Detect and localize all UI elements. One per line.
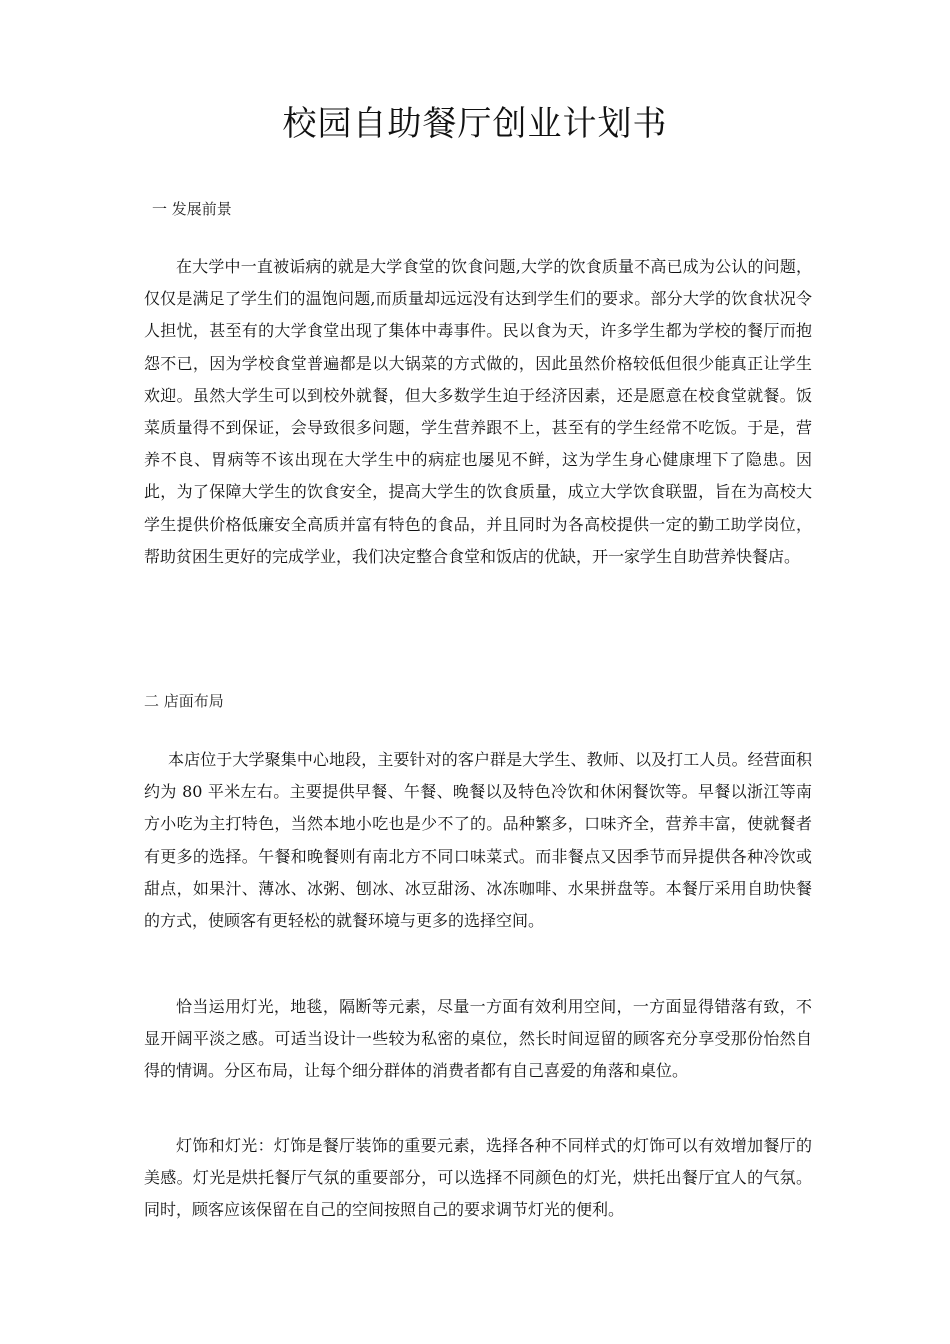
- paragraph-space-usage: 恰当运用灯光，地毯，隔断等元素，尽量一方面有效利用空间，一方面显得错落有致，不显开阔平淡之感。可适当设计一些较为私密的桌位，然长时间逗留的顾客充分享受那份怡然自得的情调。分区布局，让每个细分群体的消费者都有自己喜爱的角落和桌位。: [144, 997, 812, 1081]
- paragraph-lighting: 灯饰和灯光：灯饰是餐厅装饰的重要元素，选择各种不同样式的灯饰可以有效增加餐厅的美感。灯光是烘托餐厅气氛的重要部分，可以选择不同颜色的灯光，烘托出餐厅宜人的气氛。同时，顾客应该保留在自己的空间按照自己的要求调节灯光的便利。: [144, 1136, 812, 1220]
- paragraph-store-location: 本店位于大学聚集中心地段，主要针对的客户群是大学生、教师、以及打工人员。经营面积约为 80 平米左右。主要提供早餐、午餐、晚餐以及特色冷饮和休闲餐饮等。早餐以浙江等南方小吃为主打特色，当然本地小吃也是少不了的。品种繁多，口味齐全，营养丰富，使就餐者有更多的选择。午餐和晚餐则有南北方不同口味菜式。而非餐点又因季节而异提供各种冷饮或甜点，如果汁、薄冰、冰粥、刨冰、冰豆甜汤、冰冻咖啡、水果拼盘等。本餐厅采用自助快餐的方式，使顾客有更轻松的就餐环境与更多的选择空间。: [144, 750, 812, 931]
- paragraph-development-prospects: 在大学中一直被诟病的就是大学食堂的饮食问题,大学的饮食质量不高已成为公认的问题，仅仅是满足了学生们的温饱问题,而质量却远远没有达到学生们的要求。部分大学的饮食状况令人担忧，甚至有的大学食堂出现了集体中毒事件。民以食为天，许多学生都为学校的餐厅而抱怨不已，因为学校食堂普遍都是以大锅菜的方式做的，因此虽然价格较低但很少能真正让学生欢迎。虽然大学生可以到校外就餐，但大多数学生迫于经济因素，还是愿意在校食堂就餐。饭菜质量得不到保证，会导致很多问题，学生营养跟不上，甚至有的学生经常不吃饭。于是，营养不良、胃病等不该出现在大学生中的病症也屡见不鲜，这为学生身心健康埋下了隐患。因此，为了保障大学生的饮食安全，提高大学生的饮食质量，成立大学饮食联盟，旨在为高校大学生提供价格低廉安全高质并富有特色的食品，并且同时为各高校提供一定的勤工助学岗位，帮助贫困生更好的完成学业，我们决定整合食堂和饭店的优缺，开一家学生自助营养快餐店。: [144, 257, 812, 566]
- section-heading-layout: 二 店面布局: [144, 692, 224, 710]
- section-heading-development: 一 发展前景: [152, 200, 232, 218]
- document-title: 校园自助餐厅创业计划书: [282, 104, 668, 144]
